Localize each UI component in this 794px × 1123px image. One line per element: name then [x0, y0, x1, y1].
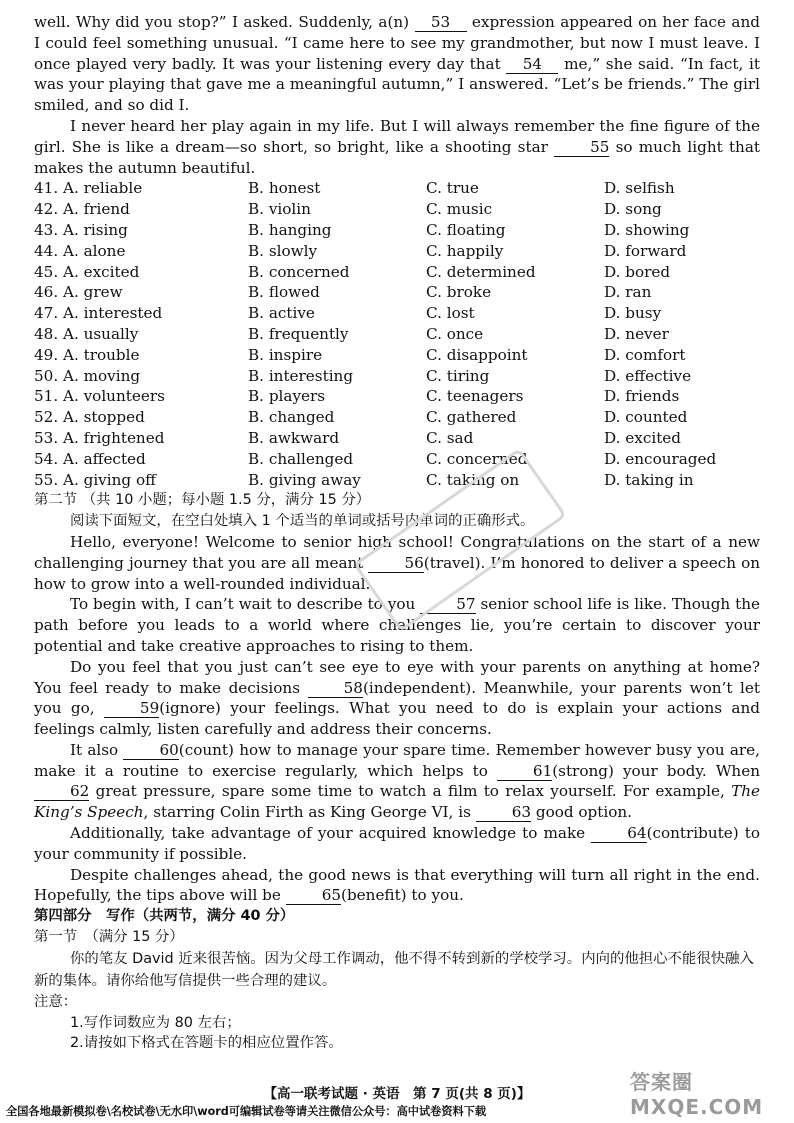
grammar-paragraph-4: It also 60(count) how to manage your spare time. Remember however busy you are, make it a routine to exercise regularly, which helps to 61(strong) your body. When 62 great pressure, spare some time to watch a film to relax yourself. For example, The King’s Speech, starring Colin Firth as King George VI, is 63 good option. [34, 740, 760, 822]
page-footer: 【高一联考试题 · 英语 第 7 页(共 8 页)】 [263, 1086, 531, 1102]
option-cell: D. song [604, 200, 662, 219]
option-cell: C. broke [426, 283, 492, 302]
option-cell: D. comfort [604, 345, 686, 364]
grammar-paragraph-5: Additionally, take advantage of your acquired knowledge to make 64(contribute) to your community if possible. [34, 824, 760, 863]
option-cell: B. giving away [248, 470, 361, 489]
grammar-paragraph-1: Hello, everyone! Welcome to senior high school! Congratulations on the start of a new challenging journey that you are all meant 56(travel). I’m honored to deliver a speech on how to grow into a well-rounded individual. [34, 532, 760, 593]
option-cell: 44. A. alone [34, 241, 126, 260]
option-cell: D. busy [604, 304, 662, 323]
option-cell: C. tiring [426, 366, 490, 385]
option-cell: C. music [426, 200, 493, 219]
option-cell: C. once [426, 324, 484, 343]
option-cell: D. friends [604, 387, 680, 406]
option-cell: D. never [604, 324, 669, 343]
option-cell: C. happily [426, 241, 504, 260]
option-cell: C. teenagers [426, 387, 524, 406]
passage-paragraph-1: well. Why did you stop?” I asked. Suddenly, a(n) 53 expression appeared on her face and I could feel something unusual. “I came here to see my grandmother, but now I must leave. I once played very badly. It was your listening every day that 54 me,” she said. “In fact, it was your playing that gave me a meaningful autumn,” I answered. “Let’s be friends.” The girl smiled, and so did I. [34, 13, 760, 115]
blank-53: 53 [415, 14, 467, 32]
option-cell: C. sad [426, 428, 474, 447]
blank-59: 59 [104, 700, 159, 718]
option-cell: C. gathered [426, 408, 517, 427]
part4-subheading: 第一节 （满分 15 分） [34, 929, 184, 946]
option-row [34, 282, 760, 303]
option-cell: B. frequently [248, 324, 349, 343]
option-row [34, 449, 760, 470]
option-cell: C. determined [426, 262, 536, 281]
option-cell: D. counted [604, 408, 688, 427]
option-cell: 42. A. friend [34, 200, 130, 219]
option-cell: 50. A. moving [34, 366, 141, 385]
option-cell: B. interesting [248, 366, 354, 385]
option-cell: 52. A. stopped [34, 408, 145, 427]
passage-paragraph-2: I never heard her play again in my life. But I will always remember the fine figure of the girl. She is like a dream—so short, so bright, like a shooting star 55 so much light that makes the autumn beautiful. [34, 116, 760, 177]
option-row [34, 428, 760, 449]
option-cell: B. honest [248, 179, 321, 198]
option-row [34, 407, 760, 428]
option-cell: D. showing [604, 220, 690, 239]
option-cell: 48. A. usually [34, 324, 139, 343]
blank-63: 63 [476, 804, 531, 822]
option-cell: D. bored [604, 262, 671, 281]
option-cell: 54. A. affected [34, 449, 146, 468]
option-cell: B. players [248, 387, 326, 406]
blank-56: 56 [368, 555, 423, 573]
option-row [34, 178, 760, 199]
option-cell: D. forward [604, 241, 687, 260]
option-cell: C. disappoint [426, 345, 528, 364]
part4-heading: 第四部分 写作（共两节，满分 40 分） [34, 908, 295, 925]
option-cell: D. ran [604, 283, 652, 302]
option-cell: B. active [248, 304, 315, 323]
blank-57: 57 [420, 596, 475, 614]
option-cell: B. awkward [248, 428, 340, 447]
option-cell: 47. A. interested [34, 304, 163, 323]
option-cell: B. concerned [248, 262, 350, 281]
option-cell: C. concerned [426, 449, 528, 468]
blank-54: 54 [506, 56, 558, 74]
blank-55: 55 [554, 139, 609, 157]
option-cell: D. selfish [604, 179, 675, 198]
note-2: 2.请按如下格式在答题卡的相应位置作答。 [70, 1035, 343, 1052]
option-cell: 55. A. giving off [34, 470, 156, 489]
option-cell: D. excited [604, 428, 682, 447]
option-row [34, 345, 760, 366]
blank-61: 61 [497, 763, 552, 781]
option-cell: 45. A. excited [34, 262, 140, 281]
option-cell: C. lost [426, 304, 475, 323]
blank-62: 62 [34, 783, 89, 801]
option-cell: B. hanging [248, 220, 332, 239]
grammar-paragraph-6: Despite challenges ahead, the good news is that everything will turn all right in the end. Hopefully, the tips above will be 65(benefit) to you. [34, 865, 760, 905]
option-row [34, 324, 760, 345]
exam-page [34, 12, 760, 1054]
option-cell: D. effective [604, 366, 692, 385]
section2-heading: 第二节 （共 10 小题；每小题 1.5 分，满分 15 分） [34, 492, 371, 509]
option-cell: 53. A. frightened [34, 428, 165, 447]
option-row [34, 470, 760, 491]
option-cell: D. encouraged [604, 449, 717, 468]
blank-64: 64 [591, 825, 646, 843]
option-cell: C. taking on [426, 470, 520, 489]
option-row [34, 303, 760, 324]
site-watermark: 答案圈 MXQE.COM [630, 1070, 764, 1119]
option-cell: 41. A. reliable [34, 179, 143, 198]
writing-prompt: 你的笔友 David 近来很苦恼。因为父母工作调动，他不得不转到新的学校学习。内向的他担心不能很快融入新的集体。请你给他写信提供一些合理的建议。 [34, 950, 754, 989]
option-cell: B. flowed [248, 283, 320, 302]
note-1: 1.写作词数应为 80 左右； [70, 1014, 241, 1031]
grammar-paragraph-3: Do you feel that you just can’t see eye to eye with your parents on anything at home? You feel ready to make decisions 58(independent). Meanwhile, your parents won’t let you go, 59(ignore) your feelings. What you need to do is explain your actions and feelings calmly, listen carefully and address their concerns. [34, 657, 760, 739]
section2-instruction: 阅读下面短文，在空白处填入 1 个适当的单词或括号内单词的正确形式。 [70, 513, 535, 530]
option-row [34, 241, 760, 262]
option-cell: D. taking in [604, 470, 694, 489]
option-cell: 49. A. trouble [34, 345, 140, 364]
option-cell: B. inspire [248, 345, 323, 364]
option-cell: C. floating [426, 220, 506, 239]
option-cell: B. slowly [248, 241, 318, 260]
option-cell: 51. A. volunteers [34, 387, 165, 406]
option-row [34, 220, 760, 241]
blank-58: 58 [308, 680, 363, 698]
option-row [34, 199, 760, 220]
option-cell: B. violin [248, 200, 311, 219]
grammar-paragraph-2: To begin with, I can’t wait to describe to you 57 senior school life is like. Though the path before you leads to a world where challenges lie, you’re certain to discover your potential and take creative approaches to rising to them. [34, 595, 761, 655]
option-cell: 43. A. rising [34, 220, 128, 239]
option-cell: 46. A. grew [34, 283, 123, 302]
note-label: 注意： [34, 993, 78, 1010]
option-cell: B. challenged [248, 449, 354, 468]
option-cell: C. true [426, 179, 479, 198]
option-row [34, 262, 760, 283]
option-row [34, 366, 760, 387]
option-cell: B. changed [248, 408, 335, 427]
bottom-note: 全国各地最新模拟卷\名校试卷\无水印\word可编辑试卷等请关注微信公众号：高中试卷资料下载 [6, 1105, 487, 1118]
options-table [34, 178, 760, 490]
film-title: The King’s Speech [34, 782, 760, 822]
blank-60: 60 [123, 742, 178, 760]
option-row [34, 386, 760, 407]
blank-65: 65 [286, 887, 341, 905]
